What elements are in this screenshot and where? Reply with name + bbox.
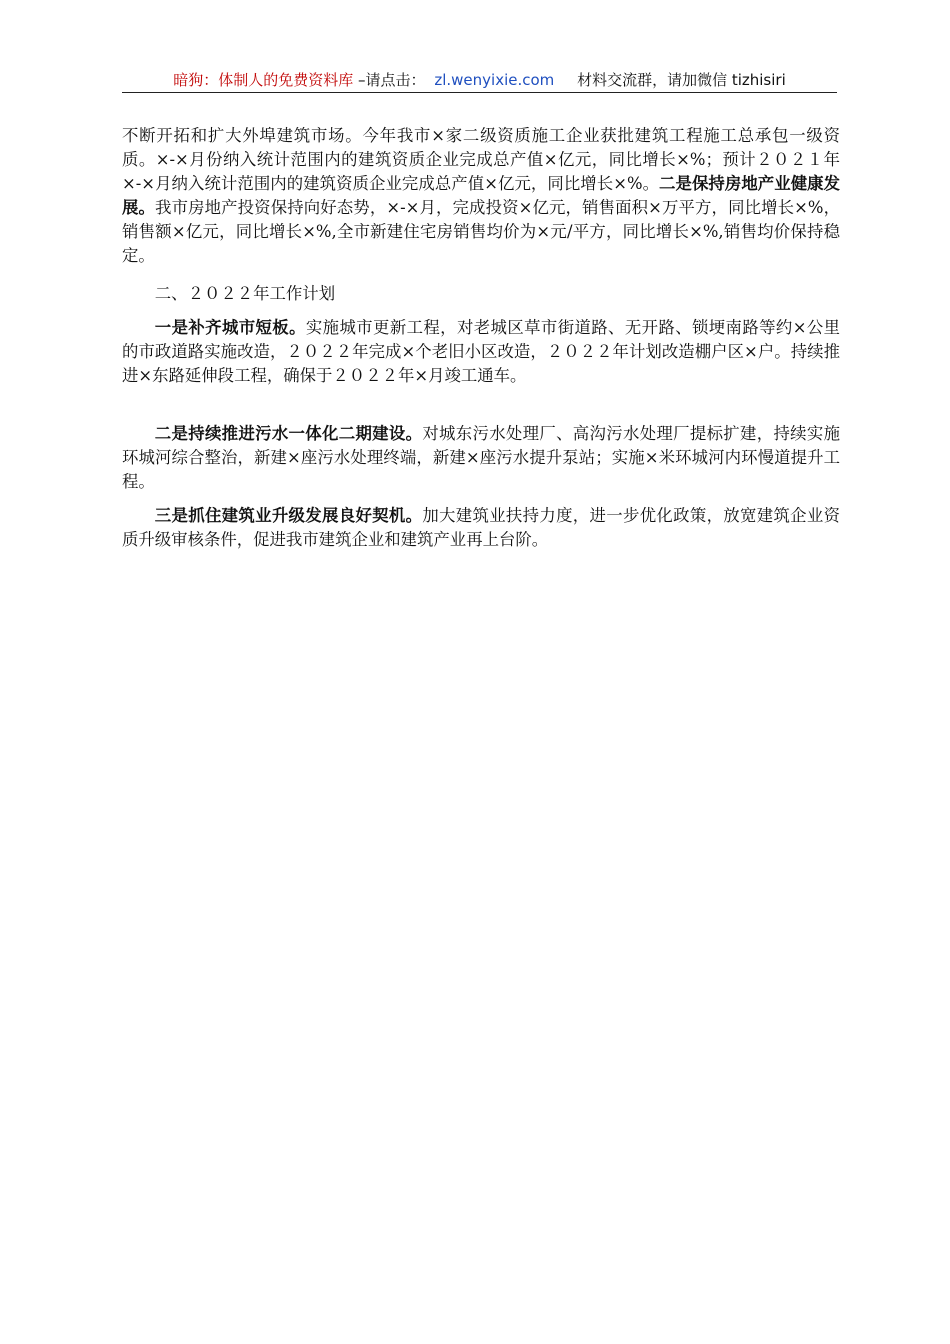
plan-item-3-text: 加大建筑业扶持力度，进一步优化政策，放宽建筑企业资质升级审核条件，促进我市建筑企业和建筑产业再上台阶。 <box>122 506 841 549</box>
plan-item-2-text: 对城东污水处理厂、高沟污水处理厂提标扩建，持续实施环城河综合整治，新建×座污水处理终端，新建×座污水提升泵站；实施×米环城河内环慢道提升工程。 <box>122 424 841 491</box>
plan-item-1-text: 实施城市更新工程，对老城区草市街道路、无开路、锁埂南路等约×公里的市政道路实施改造，２０２２年完成×个老旧小区改造，２０２２年计划改造棚户区×户。持续推进×东路延伸段工程，确保于２０２２年×月竣工通车。 <box>122 318 841 385</box>
intro-paragraph <box>122 124 840 268</box>
intro-text: 不断开拓和扩大外埠建筑市场。今年我市×家二级资质施工企业获批建筑工程施工总承包一级资质。×-×月份纳入统计范围内的建筑资质企业完成总产值×亿元，同比增长×%；预计２０２１年×-×月纳入统计范围内的建筑资质企业完成总产值×亿元，同比增长×%。 <box>122 126 840 193</box>
document-body <box>122 124 840 552</box>
header-contact: 材料交流群，请加微信 tizhisiri <box>577 71 786 89</box>
header-url-link[interactable]: zl.wenyixie.com <box>434 71 555 89</box>
header-prompt: –请点击： <box>358 71 426 89</box>
intro-bold-lead: 二是保持房地产业健康发展。 <box>122 174 841 217</box>
section-heading: 二、２０２２年工作计划 <box>154 284 336 303</box>
plan-item-1-lead: 一是补齐城市短板。 <box>154 318 306 337</box>
plan-item-3-lead: 三是抓住建筑业升级发展良好契机。 <box>154 506 423 525</box>
plan-item-1 <box>122 316 840 388</box>
plan-item-2-lead: 二是持续推进污水一体化二期建设。 <box>154 424 423 443</box>
plan-item-2 <box>122 422 840 494</box>
intro-rest: 我市房地产投资保持向好态势，×-×月，完成投资×亿元，销售面积×万平方，同比增长×%，销售额×亿元，同比增长×%,全市新建住宅房销售均价为×元/平方，同比增长×%,销售均价保持稳定。 <box>122 198 841 265</box>
page-header <box>122 70 837 93</box>
plan-item-3 <box>122 504 840 552</box>
header-brand: 暗狗：体制人的免费资料库 <box>173 71 354 89</box>
